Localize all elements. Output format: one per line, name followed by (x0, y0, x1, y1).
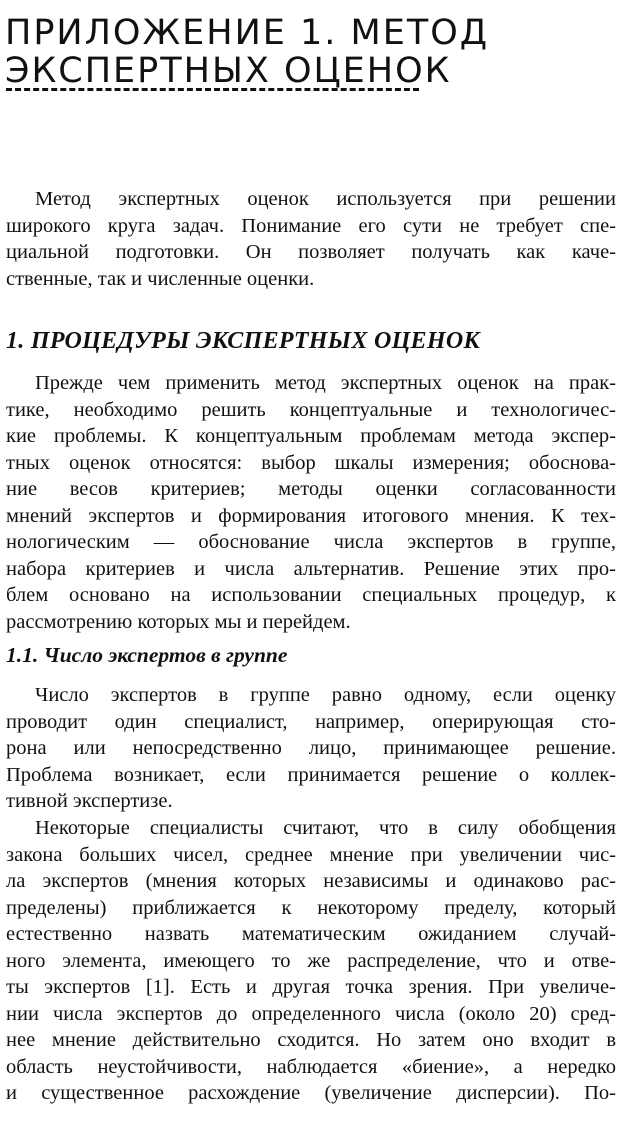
subsection-paragraph-2 (6, 815, 616, 1107)
section-heading: 1. ПРОЦЕДУРЫ ЭКСПЕРТНЫХ ОЦЕНОК (6, 328, 481, 354)
text-line: область неустойчивости, наблюдается «биение», а нередко (6, 1055, 616, 1078)
text-line: и существенное расхождение (увеличение дисперсии). По- (6, 1082, 616, 1104)
text-line: Проблема возникает, если принимается решение о коллек- (6, 763, 616, 786)
text-line: Прежде чем применить метод экспертных оценок на прак- (35, 372, 616, 394)
text-line: рассмотрению которых мы и перейдем. (6, 610, 351, 633)
subsection-paragraph-1 (6, 682, 616, 815)
text-line: ние весов критериев; методы оценки согласованности (6, 478, 616, 500)
text-line: ственные, так и численные оценки. (6, 267, 315, 290)
text-line: нологическим — обоснование числа экспертов в группе, (6, 531, 616, 553)
text-line: естественно назвать математическим ожиданием случай- (6, 923, 616, 945)
text-line: Число экспертов в группе равно одному, если оценку (35, 684, 616, 706)
intro-paragraph (6, 186, 616, 292)
text-line: тных оценок относятся: выбор шкалы измерения; обоснова- (6, 451, 616, 474)
text-line: ного элемента, имеющего то же распределение, что и отве- (6, 949, 616, 972)
text-line: проводит один специалист, например, оперирующая сто- (6, 710, 616, 733)
text-line: пределены) приближается к некоторому пределу, который (6, 896, 616, 919)
title-dashed-rule (6, 88, 419, 91)
text-line: набора критериев и числа альтернатив. Решение этих про- (6, 557, 616, 580)
text-line: тике, необходимо решить концептуальные и технологичес- (6, 398, 616, 421)
subsection-heading: 1.1. Число экспертов в группе (6, 643, 288, 667)
chapter-title-line-2: ЭКСПЕРТНЫХ ОЦЕНОК (5, 51, 452, 91)
text-line: нее мнение действительно сходится. Но затем оно входит в (6, 1029, 616, 1051)
text-line: ла экспертов (мнения которых независимы и одинаково рас- (6, 870, 616, 892)
text-line: широкого круга задач. Понимание его сути не требует спе- (6, 214, 616, 237)
text-line: нии числа экспертов до определенного числа (около 20) сред- (6, 1002, 616, 1025)
chapter-title-line-1: ПРИЛОЖЕНИЕ 1. МЕТОД (5, 13, 490, 53)
text-line: закона больших чисел, среднее мнение при увеличении чис- (6, 843, 616, 866)
text-line: ты экспертов [1]. Есть и другая точка зрения. При увеличе- (6, 976, 616, 998)
chapter-title (5, 14, 605, 90)
text-line: тивной экспертизе. (6, 790, 173, 812)
text-line: Некоторые специалисты считают, что в силу обобщения (35, 817, 616, 839)
text-line: кие проблемы. К концептуальным проблемам метода экспер- (6, 425, 616, 447)
text-line: Метод экспертных оценок используется при решении (35, 188, 616, 210)
text-line: циальной подготовки. Он позволяет получать как каче- (6, 241, 616, 263)
text-line: мнений экспертов и формирования итогового мнения. К тех- (6, 504, 616, 527)
text-line: рона или непосредственно лицо, принимающее решение. (6, 737, 616, 759)
text-line: блем основано на использовании специальных процедур, к (6, 584, 616, 606)
section-paragraph (6, 370, 616, 635)
